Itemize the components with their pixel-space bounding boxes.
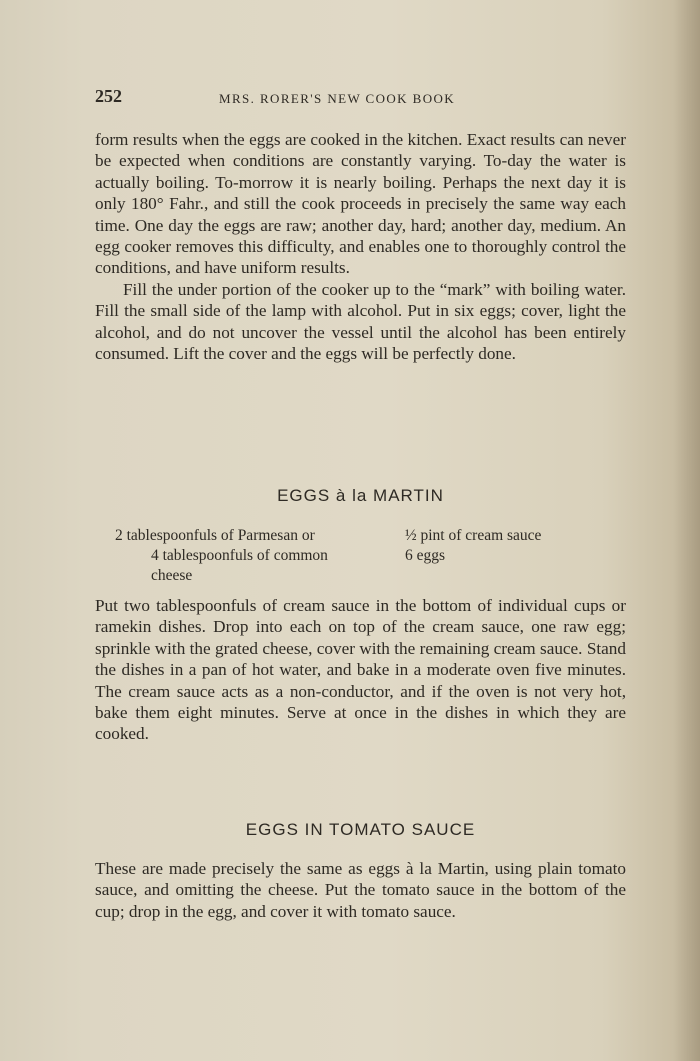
section-heading-eggs-tomato: EGGS IN TOMATO SAUCE: [245, 820, 476, 839]
ingredients-right-column: [405, 526, 615, 566]
eggs-tomato-body: These are made precisely the same as eggs à la Martin, using plain tomato sauce, and omitting the cheese. Put the tomato sauce in the bottom of the cup; drop in the egg, and cover it with tomato sauce.: [95, 859, 626, 921]
intro-paragraph-1: form results when the eggs are cooked in the kitchen. Exact results can never be expected when conditions are constantly varying. To-day the water is actually boiling. To-morrow it is nearly boiling. Perhaps the next day it is only 180° Fahr., and still the cook proceeds in precisely the same way each time. One day the eggs are raw; another day, hard; another day, medium. An egg cooker removes this difficulty, and enables one to thoroughly control the conditions, and have uniform results.: [95, 130, 626, 278]
ingredient-line: 4 tablespoonfuls of common: [151, 547, 328, 564]
ingredient-line: cheese: [151, 567, 193, 584]
section-heading-eggs-martin: EGGS à la MARTIN: [277, 486, 444, 505]
eggs-tomato-text: [95, 858, 626, 922]
ingredient-line: 2 tablespoonfuls of Parmesan or: [115, 527, 315, 544]
eggs-martin-text: [95, 595, 626, 745]
running-head: MRS. RORER'S NEW COOK BOOK: [219, 91, 456, 106]
eggs-martin-body: Put two tablespoonfuls of cream sauce in the bottom of individual cups or ramekin dishes. Drop into each on top of the cream sauce, one raw egg; sprinkle with the grated cheese, cover with the remaining cream sauce. Stand the dishes in a pan of hot water, and bake in a moderate oven five minutes. The cream sauce acts as a non-conductor, and if the oven is not very hot, bake them eight minutes. Serve at once in the dishes in which they are cooked.: [95, 596, 626, 744]
ingredient-line: 6 eggs: [405, 547, 446, 564]
page-number: 252: [95, 86, 122, 106]
intro-paragraph-2: Fill the under portion of the cooker up to the “mark” with boiling water. Fill the small side of the lamp with alcohol. Put in six eggs; cover, light the alcohol, and do not uncover the vessel until the alcohol has been entirely consumed. Lift the cover and the eggs will be perfectly done.: [95, 279, 626, 364]
ingredient-line: ½ pint of cream sauce: [405, 527, 542, 544]
ingredients-left-column: [115, 526, 390, 586]
intro-text: [95, 129, 626, 364]
page-header: [95, 86, 625, 110]
